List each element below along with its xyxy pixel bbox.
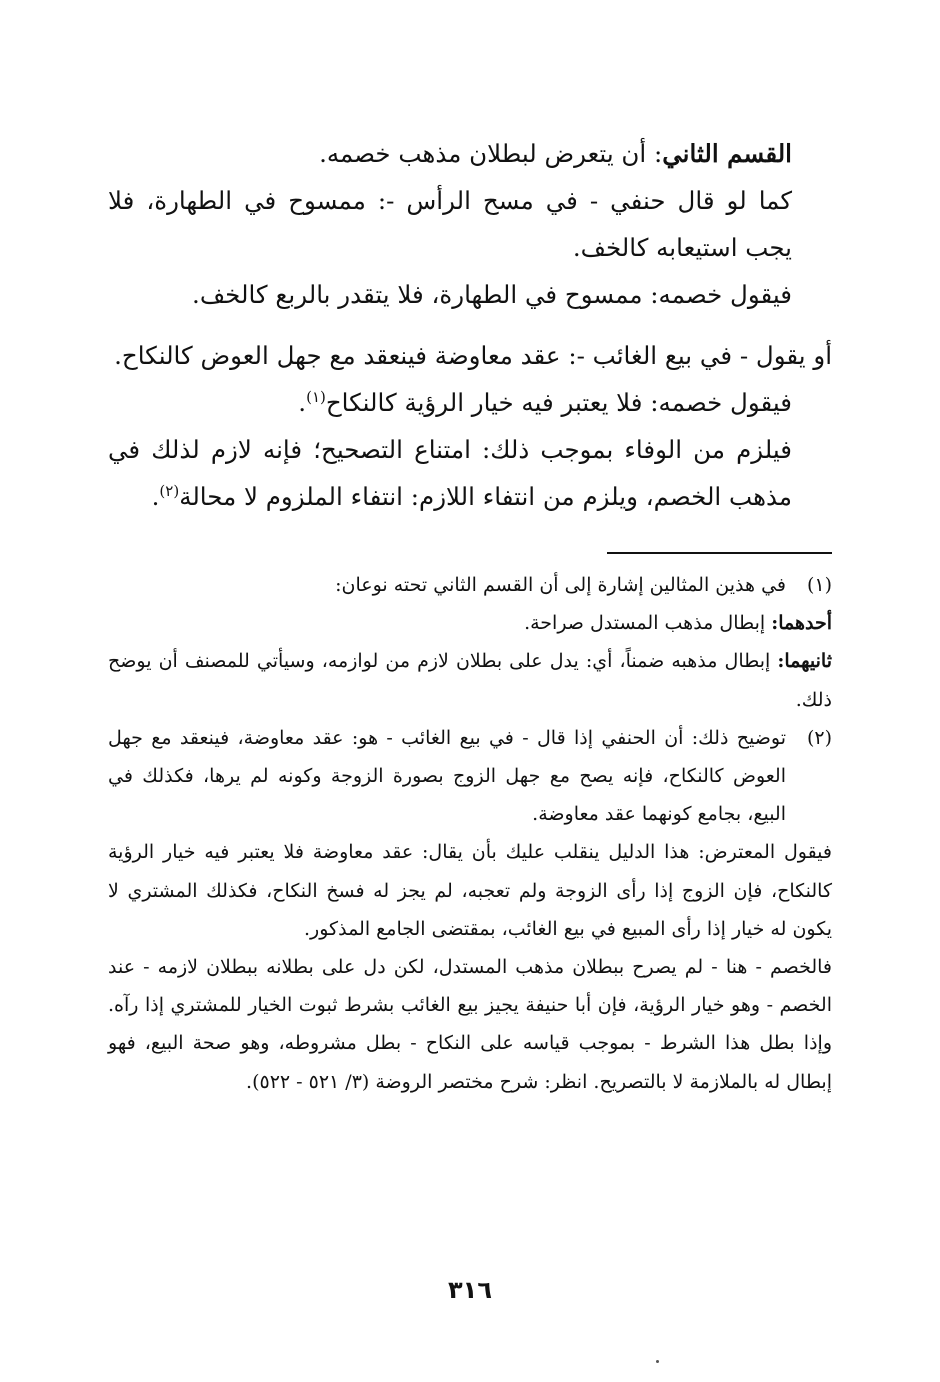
footnote-1 [108,566,832,604]
section-heading-text: : أن يتعرض لبطلان مذهب خصمه. [319,139,663,168]
section-heading: القسم الثاني [662,139,792,168]
main-paragraph-3: فيقول خصمه: ممسوح في الطهارة، فلا يتقدر بالربع كالخف. [192,280,792,309]
footnotes [108,566,832,1101]
main-paragraph-2: كما لو قال حنفي - في مسح الرأس -: ممسوح في الطهارة، فلا يجب استيعابه كالخف. [108,186,792,262]
main-paragraph-6-text: فيلزم من الوفاء بموجب ذلك: امتناع التصحيح؛ فإنه لازم لذلك في مذهب الخصم، ويلزم من انتفاء اللازم: انتفاء الملزوم لا محالة [108,435,792,511]
footnote-1-second-label: ثانيهما: [777,650,832,673]
footnote-separator [607,552,832,554]
footnote-2 [108,719,832,834]
main-paragraph-6-end: . [151,482,160,511]
footnote-1-first-label: أحدهما: [771,612,832,635]
main-paragraph-5-end: . [298,388,307,417]
footnote-2-number: (٢) [806,726,832,749]
footnote-ref-1[interactable]: (١) [306,387,326,406]
page-number: ٣١٦ [448,1276,492,1304]
footnote-1-first-type [108,604,832,642]
scan-speck [656,1360,659,1363]
footnote-1-number: (١) [806,574,832,596]
footnote-1-first-text: إبطال مذهب المستدل صراحة. [524,612,772,635]
main-text [108,130,832,520]
main-paragraph-1 [108,130,832,177]
footnote-ref-2[interactable]: (٢) [159,481,180,500]
main-paragraph-5 [108,379,832,426]
footnote-2-text: توضيح ذلك: أن الحنفي إذا قال - في بيع الغائب - هو: عقد معاوضة، فينعقد مع جهل العوض كالنكاح، فإنه يصح مع جهل الزوج بصورة الزوجة وكونه لم يرها، فكذلك في البيع، بجامع كونهما عقد معاوضة. [108,726,786,826]
footnote-1-second-type [108,642,832,718]
main-paragraph-6 [108,426,832,520]
main-paragraph-5-text: فيقول خصمه: فلا يعتبر فيه خيار الرؤية كالنكاح [325,388,792,417]
footnote-1-second-text: إبطال مذهبه ضمناً، أي: يدل على بطلان لازم من لوازمه، وسيأتي للمصنف أن يوضح ذلك. [108,650,832,711]
footnote-1-text: في هذين المثالين إشارة إلى أن القسم الثاني تحته نوعان: [335,574,786,596]
footnote-2-paragraph-3: فالخصم - هنا - لم يصرح ببطلان مذهب المستدل، لكن دل على بطلانه ببطلان لازمه - عند الخصم - وهو خيار الرؤية، فإن أبا حنيفة يجيز بيع الغائب بشرط ثبوت الخيار للمشتري إذا رآه. وإذا بطل هذا الشرط - بموجب قياسه على النكاح - بطل مشروطه، وهو صحة البيع، فهو إبطال له بالملازمة لا بالتصريح. انظر: شرح مختصر الروضة (٣/ ٥٢١ - ٥٢٢). [108,956,832,1093]
footnote-2-paragraph-2: فيقول المعترض: هذا الدليل ينقلب عليك بأن يقال: عقد معاوضة فلا يعتبر فيه خيار الرؤية كالنكاح، فإن الزوج إذا رأى الزوجة ولم تعجبه، لم يجز له فسخ النكاح، فكذلك المشتري لا يكون له خيار إذا رأى المبيع في بيع الغائب، بمقتضى الجامع المذكور. [108,841,832,940]
main-paragraph-4: أو يقول - في بيع الغائب -: عقد معاوضة فينعقد مع جهل العوض كالنكاح. [114,341,832,370]
